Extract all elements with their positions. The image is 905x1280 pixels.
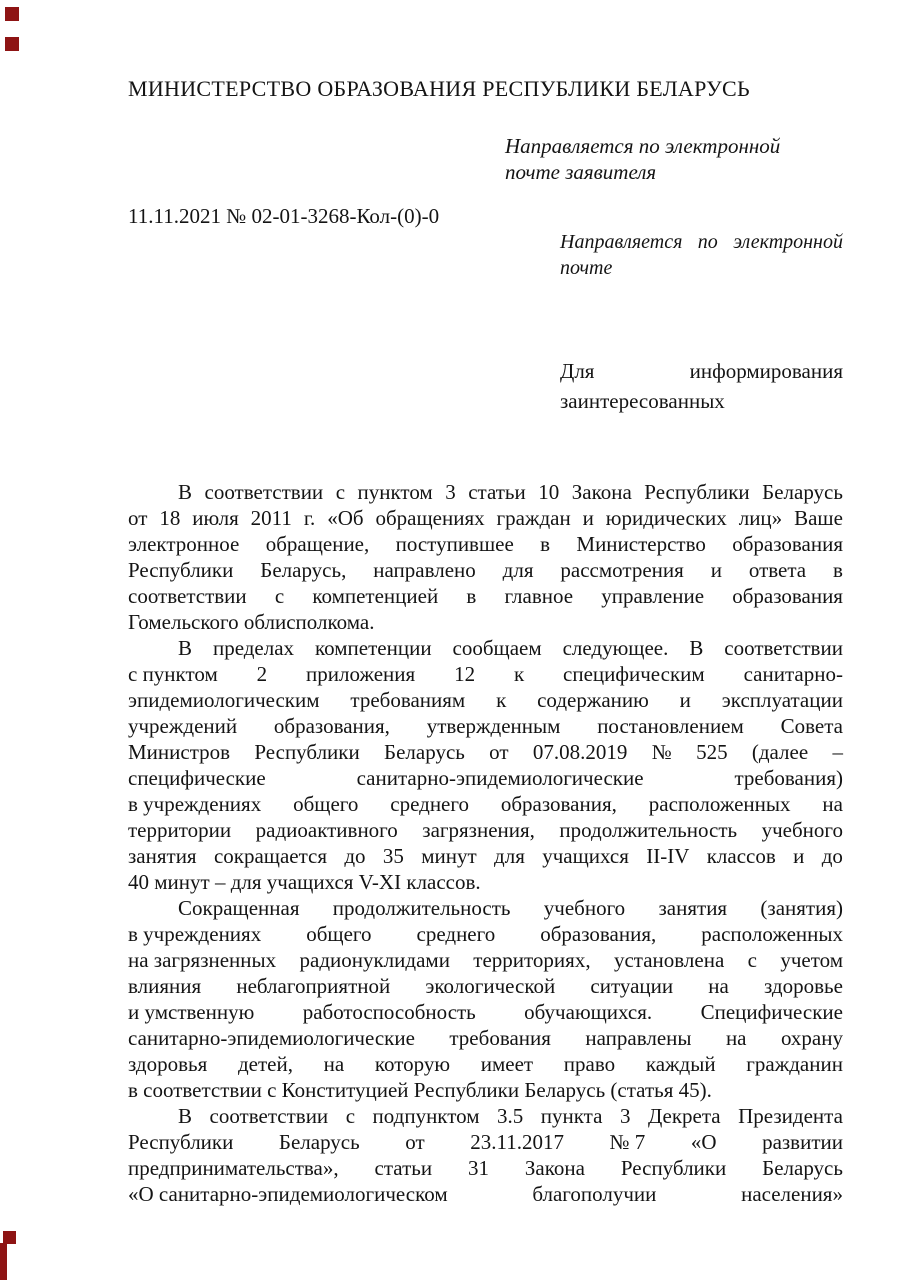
word: компетенцией	[312, 584, 439, 608]
word: подпунктом	[372, 1104, 480, 1128]
word: расположенных	[648, 792, 791, 816]
word: Специфические	[700, 1000, 843, 1024]
word: загрязнения,	[422, 818, 535, 842]
word: учреждений	[128, 714, 238, 738]
word: статьи	[374, 1156, 433, 1180]
word: Республики	[128, 1130, 234, 1154]
text-line	[560, 229, 843, 255]
text-line: Направляется по электронной	[505, 134, 781, 158]
text-line	[128, 921, 843, 947]
word: направлено	[373, 558, 476, 582]
word: образования,	[540, 922, 657, 946]
word: к	[496, 688, 507, 712]
word: В	[178, 1104, 193, 1128]
text-line	[128, 531, 843, 557]
word: Республики	[644, 480, 750, 504]
word: радионуклидами	[299, 948, 450, 972]
word: в учреждениях	[128, 792, 262, 816]
word: в	[833, 558, 843, 582]
word: Министерство	[576, 532, 706, 556]
word: Беларусь	[762, 1156, 843, 1180]
word: приложения	[306, 662, 416, 686]
word: утвержденным	[426, 714, 561, 738]
word: 2011	[250, 506, 292, 530]
text-line	[128, 739, 843, 765]
word: классов	[706, 844, 776, 868]
word: направлены	[585, 1026, 692, 1050]
word: 10	[538, 480, 560, 504]
word: расположенных	[701, 922, 843, 946]
word: Республики	[620, 1156, 727, 1180]
text-line: 40 минут – для учащихся V-XI классов.	[128, 870, 481, 894]
text-line	[128, 791, 843, 817]
word: минут	[421, 844, 477, 868]
word: с	[274, 584, 285, 608]
word: предпринимательства»,	[128, 1156, 339, 1180]
word: следующее.	[562, 636, 669, 660]
word: Министров	[128, 740, 231, 764]
word: №	[651, 740, 672, 764]
word: на загрязненных	[128, 948, 277, 972]
word: с пунктом	[128, 662, 218, 686]
word: 2	[256, 662, 268, 686]
text-line	[128, 817, 843, 843]
word: поступившее	[395, 532, 514, 556]
word: 3	[619, 1104, 631, 1128]
word: 3	[445, 480, 456, 504]
word: учетом	[780, 948, 843, 972]
word: эпидемиологическим	[128, 688, 320, 712]
word: гражданин	[746, 1052, 843, 1076]
text-line	[128, 895, 843, 921]
word: учебного	[543, 896, 626, 920]
word: В	[178, 480, 193, 504]
word: г.	[303, 506, 316, 530]
word: детей,	[237, 1052, 293, 1076]
word: населения»	[741, 1182, 843, 1206]
word: главное	[504, 584, 574, 608]
text-line	[128, 687, 843, 713]
word: в	[540, 532, 551, 556]
word: в	[466, 584, 477, 608]
paragraph	[128, 479, 843, 635]
word: имеет	[480, 1052, 534, 1076]
word: и умственную	[128, 1000, 255, 1024]
word: пунктом	[357, 480, 433, 504]
word: среднего	[416, 922, 496, 946]
word: обучающихся.	[524, 1000, 653, 1024]
word: статьи	[468, 480, 526, 504]
word: Беларусь,	[260, 558, 347, 582]
word: здоровье	[764, 974, 843, 998]
word: 3.5	[497, 1104, 524, 1128]
word: В	[689, 636, 704, 660]
word: «О санитарно-эпидемиологическом	[128, 1182, 448, 1206]
word: постановлением	[597, 714, 744, 738]
addressee-block	[560, 356, 843, 416]
word: Декрета	[647, 1104, 721, 1128]
word: юридических	[605, 506, 727, 530]
word: Закона	[571, 480, 632, 504]
text-line	[128, 635, 843, 661]
text-line	[128, 765, 843, 791]
word: неблагоприятной	[236, 974, 391, 998]
word: каждый	[645, 1052, 716, 1076]
text-line	[128, 557, 843, 583]
word: установлена	[613, 948, 725, 972]
word: соответствии	[724, 636, 843, 660]
word: общего	[306, 922, 372, 946]
word: требования)	[734, 766, 843, 790]
word: содержанию	[537, 688, 649, 712]
word: и	[793, 844, 805, 868]
word: 525	[696, 740, 728, 764]
word: право	[563, 1052, 616, 1076]
word: охрану	[780, 1026, 843, 1050]
word: Беларусь	[762, 480, 843, 504]
word: санитарно-эпидемиологические	[356, 766, 644, 790]
text-line	[128, 1155, 843, 1181]
word: на	[725, 1026, 747, 1050]
word: (занятия)	[760, 896, 843, 920]
word: Президента	[738, 1104, 843, 1128]
letterhead-title: МИНИСТЕРСТВО ОБРАЗОВАНИЯ РЕСПУБЛИКИ БЕЛАРУСЬ	[128, 76, 750, 101]
word: соответствии	[128, 584, 247, 608]
word: Совета	[780, 714, 843, 738]
text-line: почте	[560, 257, 613, 279]
text-line	[128, 973, 843, 999]
text-line	[128, 1051, 843, 1077]
word: компетенции	[315, 636, 432, 660]
word: Для	[560, 359, 595, 383]
word: для	[494, 844, 525, 868]
word: продолжительность	[559, 818, 738, 842]
word: санитарно-	[743, 662, 843, 686]
word: до	[344, 844, 366, 868]
word: обращение,	[265, 532, 370, 556]
word: соответствии	[209, 1104, 329, 1128]
text-line	[128, 1025, 843, 1051]
word: занятия	[128, 844, 197, 868]
word: с	[345, 1104, 356, 1128]
word: благополучии	[532, 1182, 657, 1206]
word: среднего	[390, 792, 469, 816]
text-line: в соответствии с Конституцией Республики Беларусь (статья 45).	[128, 1078, 712, 1102]
word: учебного	[761, 818, 843, 842]
word: территориях,	[473, 948, 591, 972]
word: и	[679, 688, 691, 712]
word: 23.11.2017	[470, 1130, 564, 1154]
word: требования	[449, 1026, 551, 1050]
word: с	[335, 480, 346, 504]
word: на	[822, 792, 843, 816]
text-line: заинтересованных	[560, 389, 725, 413]
word: занятия	[658, 896, 728, 920]
word: с	[747, 948, 757, 972]
word: Республики	[254, 740, 360, 764]
scan-artifact-mark	[5, 7, 19, 21]
text-line	[128, 843, 843, 869]
word: радиоактивного	[255, 818, 398, 842]
word: к	[513, 662, 525, 686]
word: и	[710, 558, 722, 582]
word: № 7	[609, 1130, 646, 1154]
word: (далее	[751, 740, 809, 764]
text-line: почте заявителя	[505, 160, 657, 184]
scan-artifact-mark	[0, 1243, 7, 1280]
word: для	[502, 558, 534, 582]
word: продолжительность	[332, 896, 511, 920]
delivery-note-email	[560, 229, 843, 281]
word: работоспособность	[302, 1000, 476, 1024]
word: требованиям	[350, 688, 466, 712]
paragraph	[128, 1103, 843, 1207]
word: специфическим	[563, 662, 705, 686]
word: сообщаем	[452, 636, 542, 660]
word: в учреждениях	[128, 922, 262, 946]
word: образования,	[273, 714, 390, 738]
scan-artifact-mark	[5, 37, 19, 51]
word: эксплуатации	[721, 688, 843, 712]
word: Закона	[524, 1156, 585, 1180]
word: специфические	[128, 766, 266, 790]
text-line	[128, 1129, 843, 1155]
word: –	[832, 740, 843, 764]
word: Ваше	[794, 506, 843, 530]
text-line	[128, 583, 843, 609]
word: Республики	[128, 558, 234, 582]
word: граждан	[496, 506, 571, 530]
word: территории	[128, 818, 232, 842]
word: экологической	[425, 974, 556, 998]
delivery-note-applicant	[505, 133, 821, 185]
word: электронное	[128, 532, 240, 556]
word: рассмотрения	[560, 558, 684, 582]
text-line	[560, 356, 843, 386]
letter-body	[128, 479, 843, 1207]
word: «О	[690, 1130, 717, 1154]
word: управление	[601, 584, 705, 608]
reference-number-line: 11.11.2021 № 02-01-3268-Кол-(0)-0	[128, 204, 440, 228]
text-line	[128, 1103, 843, 1129]
word: ответа	[748, 558, 807, 582]
text-line	[128, 505, 843, 531]
word: ситуации	[590, 974, 674, 998]
word: 31	[467, 1156, 489, 1180]
word: на	[708, 974, 729, 998]
word: лиц»	[738, 506, 783, 530]
word: от	[489, 740, 509, 764]
word: развитии	[762, 1130, 843, 1154]
word: санитарно-эпидемиологические	[128, 1026, 415, 1050]
word: на	[323, 1052, 345, 1076]
word: от	[405, 1130, 425, 1154]
word: от	[128, 506, 148, 530]
word: образования	[732, 532, 843, 556]
text-line	[128, 661, 843, 687]
word: пункта	[540, 1104, 603, 1128]
text-line	[128, 999, 843, 1025]
word: 18	[159, 506, 181, 530]
word: В	[178, 636, 193, 660]
word: сокращается	[213, 844, 328, 868]
word: электронной	[733, 231, 843, 253]
word: и	[582, 506, 594, 530]
word: Беларусь	[278, 1130, 360, 1154]
word: Направляется	[560, 231, 683, 253]
word: образования,	[500, 792, 617, 816]
word: 35	[382, 844, 404, 868]
word: до	[821, 844, 843, 868]
word: по	[697, 231, 718, 253]
word: образования	[732, 584, 843, 608]
word: соответствии	[204, 480, 324, 504]
text-line	[128, 947, 843, 973]
word: влияния	[128, 974, 202, 998]
word: 12	[454, 662, 476, 686]
text-line	[128, 713, 843, 739]
word: июля	[192, 506, 239, 530]
text-line	[128, 479, 843, 505]
word: здоровья	[128, 1052, 208, 1076]
word: Беларусь	[384, 740, 465, 764]
word: 07.08.2019	[532, 740, 628, 764]
text-line	[128, 1181, 843, 1207]
word: общего	[293, 792, 359, 816]
paragraph	[128, 635, 843, 895]
word: II-IV	[646, 844, 690, 868]
word: которую	[374, 1052, 451, 1076]
word: обращениях	[375, 506, 485, 530]
word: «Об	[327, 506, 364, 530]
word: Сокращенная	[178, 896, 300, 920]
paragraph	[128, 895, 843, 1103]
text-line: Гомельского облисполкома.	[128, 610, 375, 634]
word: информирования	[689, 359, 843, 383]
word: учащихся	[542, 844, 629, 868]
word: пределах	[212, 636, 295, 660]
